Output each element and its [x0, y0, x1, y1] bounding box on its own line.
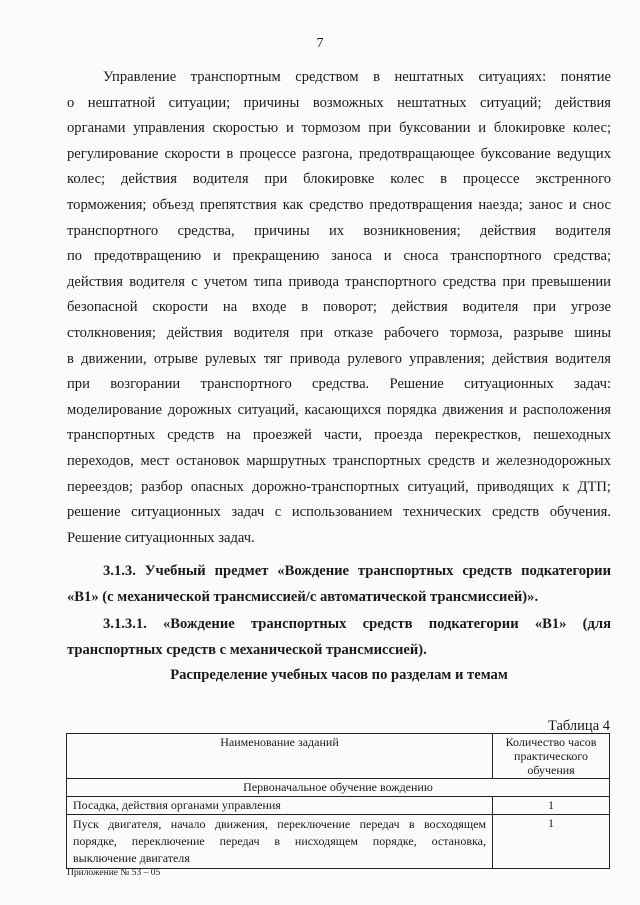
body-line: колес; действия водителя при блокировке колес в процессе экстренного [67, 171, 611, 188]
body-line: торможения; объезд препятствия как средство предотвращения наезда; занос и снос [67, 196, 611, 213]
body-line: органами управления скоростью и тормозом при буксовании и блокировке колес; [67, 120, 611, 137]
body-line: в движении, отрыве рулевых тяг привода рулевого управления; действия водителя [67, 350, 611, 367]
header-hours-line: практического [514, 749, 588, 763]
body-line: транспортных средств на проезжей части, проезда перекрестков, пешеходных [67, 427, 611, 444]
distribution-title-text: Распределение учебных часов по разделам и темам [170, 667, 508, 683]
table-section-row [67, 779, 610, 797]
body-line: Решение ситуационных задач. [67, 529, 255, 546]
heading-line: 3.1.3.1. «Вождение транспортных средств подкатегории «B1» (для [103, 616, 611, 632]
task-name-cell [67, 815, 493, 869]
body-line: транспортного средства, причины их возникновения; действия водителя [67, 222, 611, 239]
header-task-name: Наименование заданий [67, 734, 493, 779]
header-hours-line: Количество часов [505, 735, 597, 749]
body-line: столкновения; действия водителя при отказе рабочего тормоза, разрыве шины [67, 324, 611, 341]
header-hours [493, 734, 610, 779]
body-line: при возгорании транспортного средства. Решение ситуационных задач: [67, 376, 611, 393]
table-row [67, 797, 610, 815]
section-heading-3-1-3-1 [67, 612, 611, 663]
task-name-line: выключение двигателя [73, 851, 190, 865]
table-caption: Таблица 4 [547, 718, 610, 734]
body-line: Управление транспортным средством в нештатных ситуациях: понятие [103, 69, 611, 85]
body-line: безопасной скорости на входе в поворот; действия водителя при угрозе [67, 299, 611, 316]
hours-cell: 1 [493, 815, 610, 869]
task-name-cell: Посадка, действия органами управления [67, 797, 493, 815]
hours-table [66, 733, 610, 869]
heading-line: 3.1.3. Учебный предмет «Вождение транспортных средств подкатегории [103, 563, 611, 579]
body-line: о нештатной ситуации; причины возможных нештатных ситуаций; действия [67, 94, 611, 111]
hours-cell: 1 [493, 797, 610, 815]
table-header-row [67, 734, 610, 779]
body-line: регулирование скорости в процессе разгона, предотвращающее буксование ведущих [67, 145, 611, 162]
task-name-line: порядке, переключение передач в нисходящем порядке, остановка, [73, 834, 486, 848]
distribution-title [67, 663, 611, 689]
footer-note: Приложение № 53 – 05 [67, 868, 161, 878]
heading-line: транспортных средств с механической трансмиссией). [67, 641, 427, 658]
body-line: переходов, мест остановок маршрутных транспортных средств и железнодорожных [67, 452, 611, 469]
body-line: моделирование дорожных ситуаций, касающихся порядка движения и расположения [67, 401, 611, 418]
page-number: 7 [316, 36, 324, 51]
table-row [67, 815, 610, 869]
body-line: решение ситуационных задач с использованием технических средств обучения. [67, 504, 611, 521]
body-line: переездов; разбор опасных дорожно-транспортных ситуаций, приводящих к ДТП; [67, 478, 611, 495]
section-heading-3-1-3 [67, 559, 611, 610]
section-row-label: Первоначальное обучение вождению [67, 779, 610, 797]
header-hours-line: обучения [527, 763, 575, 777]
task-name-line: Пуск двигателя, начало движения, переключение передач в восходящем [73, 817, 486, 831]
body-line: действия водителя с учетом типа привода транспортного средства при превышении [67, 273, 611, 290]
body-paragraph [67, 65, 611, 551]
heading-line: «B1» (с механической трансмиссией/с автоматической трансмиссией)». [67, 588, 539, 605]
body-line: по предотвращению и прекращению заноса и сноса транспортного средства; [67, 248, 611, 265]
